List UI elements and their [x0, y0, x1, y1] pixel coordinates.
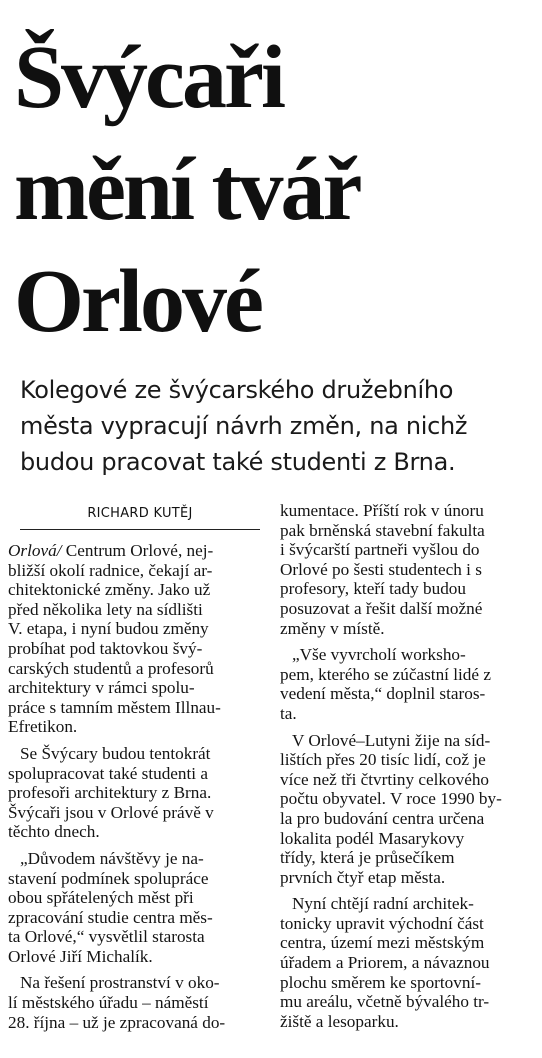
text-line: „Důvodem návštěvy je na-	[20, 848, 204, 868]
text-line: práce s tamním městem Illnau-	[8, 697, 221, 717]
text-line: lí městského úřadu – náměstí	[8, 993, 209, 1013]
headline-line: Orlové	[14, 252, 261, 351]
text-line: zpracování studie centra měs-	[8, 907, 213, 927]
text-line: architektury v rámci spolu-	[8, 678, 195, 698]
text-line: i švýcarští partneři vyšlou do	[280, 540, 480, 560]
text-line: změny v místě.	[280, 618, 385, 638]
text-line: ta.	[280, 703, 297, 723]
article-paragraph	[8, 973, 266, 1032]
text-line: probíhat pod taktovkou švý-	[8, 638, 203, 658]
text-line: Nyní chtějí radní architek-	[292, 894, 474, 914]
headline	[14, 22, 534, 358]
text-line: spolupracovat také studenti a	[8, 763, 208, 783]
text-line: lokalita podél Masarykovy	[280, 828, 465, 848]
text-line: Orlová/ Centrum Orlové, nej-	[8, 541, 214, 560]
text-line: těchto dnech.	[8, 822, 100, 842]
text-line: počtu obyvatel. V roce 1990 by-	[280, 789, 502, 809]
text-line: mu areálu, včetně bývalého tr-	[280, 992, 490, 1012]
headline-line: mění tvář	[14, 140, 360, 239]
left-column	[8, 541, 266, 1039]
text-line: la pro budování centra určena	[280, 808, 485, 828]
text-line: vedení města,“ doplnil staros-	[280, 684, 486, 704]
text-line: Švýcaři jsou v Orlové právě v	[8, 802, 214, 822]
right-column	[280, 501, 538, 1038]
text-line: profesory, kteří tady budou	[280, 579, 466, 599]
text-line: „Vše vyvrcholí worksho-	[292, 645, 466, 665]
article-paragraph	[8, 541, 266, 737]
text-line: Efretikon.	[8, 717, 78, 737]
article-paragraph	[280, 894, 538, 1031]
text-line: kumentace. Příští rok v únoru	[280, 501, 484, 520]
text-line: tonicky upravit východní část	[280, 913, 484, 933]
lead-line: Kolegové ze švýcarského družebního	[20, 376, 454, 404]
byline: RICHARD KUTĚJ	[20, 500, 260, 530]
article-paragraph	[8, 849, 266, 967]
text-line: pak brněnská stavební fakulta	[280, 520, 485, 540]
text-line: úřadem a Priorem, a návaznou	[280, 953, 490, 973]
headline-line: Švýcaři	[14, 28, 283, 127]
article-paragraph	[280, 731, 538, 888]
text-line: chitektonické změny. Jako už	[8, 580, 211, 600]
text-line: obou spřátelených měst při	[8, 888, 194, 908]
text-line: Se Švýcary budou tentokrát	[20, 743, 211, 763]
lead-paragraph	[20, 372, 520, 480]
text-line: třídy, která je průsečíkem	[280, 848, 455, 868]
text-line: pem, kterého se zúčastní lidé z	[280, 664, 491, 684]
text-line: stavení podmínek spolupráce	[8, 868, 209, 888]
text-line: plochu směrem ke sportovní-	[280, 972, 481, 992]
article-paragraph	[8, 744, 266, 842]
text-line: prvních čtyř etap města.	[280, 867, 446, 887]
article-paragraph	[280, 501, 538, 638]
text-line: V. etapa, i nyní budou změny	[8, 619, 209, 639]
text-line: žiště a lesoparku.	[280, 1011, 399, 1031]
text-line: Orlové Jiří Michalík.	[8, 946, 153, 966]
text-line: Na řešení prostranství v oko-	[20, 973, 220, 993]
text-line: Orlové po šesti studentech i s	[280, 559, 482, 579]
text-line: před několika lety na sídlišti	[8, 599, 203, 619]
lead-line: města vypracují návrh změn, na nichž	[20, 412, 468, 440]
text-line: ta Orlové,“ vysvětlil starosta	[8, 927, 205, 947]
text-line: centra, území mezi městským	[280, 933, 485, 953]
text-line: bližší okolí radnice, čekají ar-	[8, 560, 213, 580]
text-line: V Orlové–Lutyni žije na síd-	[292, 730, 491, 750]
text-line: profesoři architektury z Brna.	[8, 783, 212, 803]
lead-line: budou pracovat také studenti z Brna.	[20, 448, 456, 476]
article-paragraph	[280, 645, 538, 723]
text-line: více než tři čtvrtiny celkového	[280, 769, 490, 789]
text-line: posuzovat a řešit další možné	[280, 598, 483, 618]
text-line: carských studentů a profesorů	[8, 658, 214, 678]
text-line: lištích přes 20 tisíc lidí, což je	[280, 750, 486, 770]
text-line: 28. října – už je zpracovaná do-	[8, 1012, 226, 1032]
dateline: Orlová/	[8, 541, 62, 560]
